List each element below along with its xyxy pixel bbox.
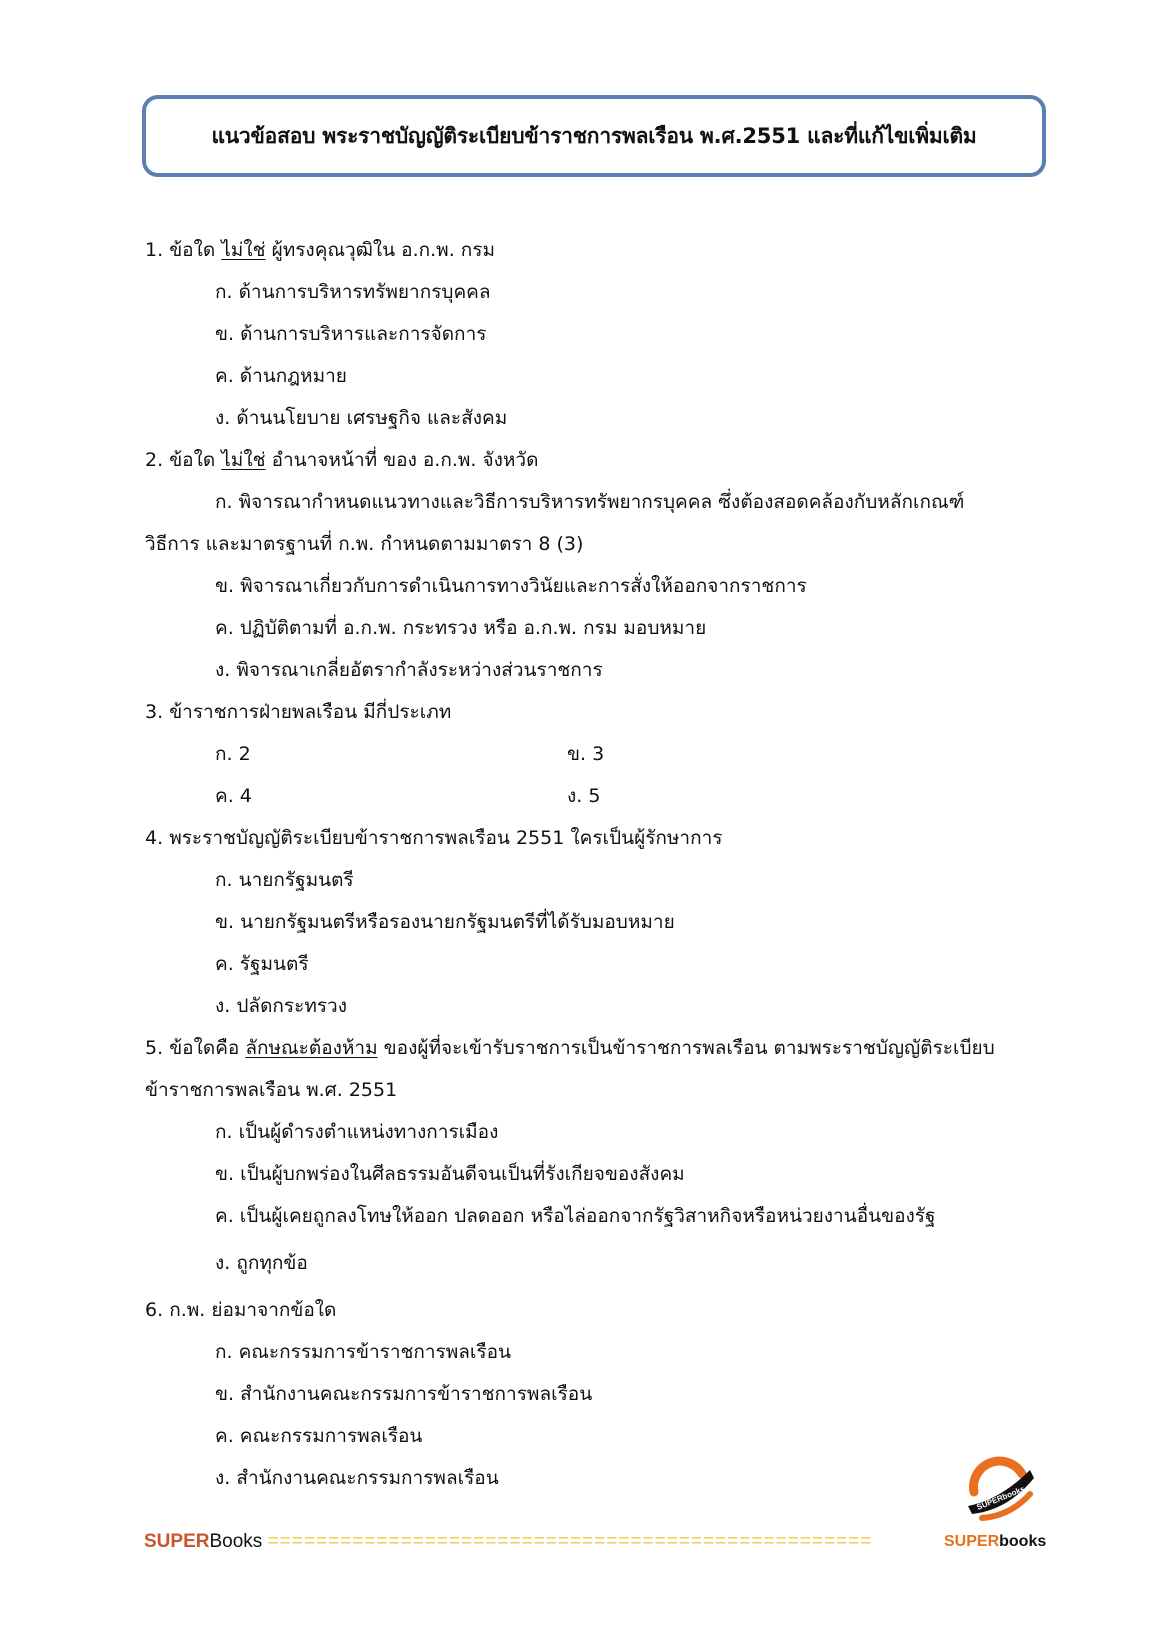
option-4-a[interactable]	[215, 867, 354, 893]
option-label: ข.	[215, 911, 235, 933]
option-label: ก.	[215, 491, 233, 513]
option-4-c[interactable]	[215, 951, 309, 977]
option-text: พิจารณากำหนดแนวทางและวิธีการบริหารทรัพยากรบุคคล ซึ่งต้องสอดคล้องกับหลักเกณฑ์	[238, 491, 965, 513]
option-label: ค.	[215, 953, 234, 975]
option-6-a[interactable]	[215, 1339, 511, 1365]
option-2-a[interactable]	[215, 489, 964, 515]
option-label: ค.	[215, 617, 234, 639]
superbooks-logo-icon	[960, 1448, 1040, 1528]
question-number: 4.	[145, 827, 164, 849]
option-label: ค.	[215, 1425, 234, 1447]
option-text: เป็นผู้เคยถูกลงโทษให้ออก ปลดออก หรือไล่ออกจากรัฐวิสาหกิจหรือหน่วยงานอื่นของรัฐ	[239, 1205, 936, 1227]
option-5-b[interactable]	[215, 1161, 685, 1187]
option-text: สำนักงานคณะกรรมการพลเรือน	[236, 1467, 499, 1489]
title-box	[142, 95, 1046, 177]
option-text: ด้านการบริหารและการจัดการ	[240, 323, 487, 345]
option-text: นายกรัฐมนตรีหรือรองนายกรัฐมนตรีที่ได้รับมอบหมาย	[240, 911, 675, 933]
question-6	[145, 1297, 336, 1323]
option-label: ง.	[215, 407, 231, 429]
option-label: ก.	[215, 1341, 233, 1363]
question-3	[145, 699, 451, 725]
option-text: พิจารณาเกลี่ยอัตรากำลังระหว่างส่วนราชการ	[236, 659, 603, 681]
option-text: ปฏิบัติตามที่ อ.ก.พ. กระทรวง หรือ อ.ก.พ. กรม มอบหมาย	[239, 617, 707, 639]
option-label: ง.	[567, 785, 583, 807]
option-2-a-continuation: วิธีการ และมาตรฐานที่ ก.พ. กำหนดตามมาตรา 8 (3)	[145, 533, 584, 555]
question-1	[145, 237, 495, 263]
option-4-d[interactable]	[215, 993, 347, 1019]
option-3-a[interactable]	[215, 741, 251, 767]
question-4	[145, 825, 722, 851]
option-3-b[interactable]	[567, 741, 604, 767]
question-number: 3.	[145, 701, 164, 723]
option-label: ก.	[215, 281, 233, 303]
question-text: ก.พ. ย่อมาจากข้อใด	[169, 1299, 337, 1321]
option-text: คณะกรรมการพลเรือน	[239, 1425, 423, 1447]
question-5-continuation: ข้าราชการพลเรือน พ.ศ. 2551	[145, 1079, 398, 1101]
option-6-d[interactable]	[215, 1465, 499, 1491]
option-text: ถูกทุกข้อ	[236, 1252, 308, 1274]
option-text: คณะกรรมการข้าราชการพลเรือน	[238, 1341, 512, 1363]
option-3-c[interactable]	[215, 783, 252, 809]
option-5-c[interactable]	[215, 1203, 935, 1229]
option-text: ด้านกฎหมาย	[239, 365, 347, 387]
option-label: ค.	[215, 1205, 234, 1227]
option-6-b[interactable]	[215, 1381, 592, 1407]
option-text: 4	[239, 785, 252, 807]
footer-logo-text	[944, 1530, 1046, 1554]
option-6-c[interactable]	[215, 1423, 422, 1449]
option-text: 5	[588, 785, 601, 807]
option-2-d[interactable]	[215, 657, 603, 683]
brand-books: Books	[209, 1531, 263, 1552]
logo-books: books	[999, 1533, 1047, 1550]
option-3-d[interactable]	[567, 783, 600, 809]
option-1-a[interactable]	[215, 279, 491, 305]
option-text: รัฐมนตรี	[239, 953, 309, 975]
question-number: 1.	[145, 239, 164, 261]
option-2-b[interactable]	[215, 573, 807, 599]
question-text: ข้าราชการฝ่ายพลเรือน มีกี่ประเภท	[169, 701, 452, 723]
option-label: ข.	[567, 743, 587, 765]
option-text: 3	[592, 743, 605, 765]
option-label: ค.	[215, 785, 234, 807]
option-4-b[interactable]	[215, 909, 675, 935]
option-label: ง.	[215, 659, 231, 681]
option-label: ข.	[215, 575, 235, 597]
question-text: พระราชบัญญัติระเบียบข้าราชการพลเรือน 2551 ใครเป็นผู้รักษาการ	[169, 827, 723, 849]
option-label: ง.	[215, 1252, 231, 1274]
option-text: ด้านนโยบาย เศรษฐกิจ และสังคม	[236, 407, 508, 429]
question-emphasis: ไม่ใช่	[221, 449, 266, 471]
option-label: ข.	[215, 1383, 235, 1405]
option-1-c[interactable]	[215, 363, 347, 389]
question-prefix: ข้อใด	[169, 239, 216, 261]
option-5-d[interactable]	[215, 1250, 308, 1276]
question-number: 6.	[145, 1299, 164, 1321]
question-emphasis: ลักษณะต้องห้าม	[245, 1037, 378, 1059]
question-number: 2.	[145, 449, 164, 471]
option-label: ก.	[215, 869, 233, 891]
option-1-b[interactable]	[215, 321, 486, 347]
option-label: ง.	[215, 1467, 231, 1489]
option-label: ค.	[215, 365, 234, 387]
option-label: ก.	[215, 743, 233, 765]
option-5-a[interactable]	[215, 1119, 498, 1145]
brand-super: SUPER	[144, 1531, 210, 1552]
footer-divider: ==================================================	[267, 1531, 873, 1552]
option-label: ข.	[215, 323, 235, 345]
question-suffix: อำนาจหน้าที่ ของ อ.ก.พ. จังหวัด	[271, 449, 539, 471]
question-prefix: ข้อใด	[169, 449, 216, 471]
page-title: แนวข้อสอบ พระราชบัญญัติระเบียบข้าราชการพลเรือน พ.ศ.2551 และที่แก้ไขเพิ่มเติม	[211, 123, 977, 148]
option-text: พิจารณาเกี่ยวกับการดำเนินการทางวินัยและการสั่งให้ออกจากราชการ	[240, 575, 807, 597]
footer-brand	[144, 1528, 872, 1556]
footer	[144, 1528, 1064, 1558]
option-text: เป็นผู้ดำรงตำแหน่งทางการเมือง	[238, 1121, 499, 1143]
option-label: ง.	[215, 995, 231, 1017]
question-suffix: ของผู้ที่จะเข้ารับราชการเป็นข้าราชการพลเรือน ตามพระราชบัญญัติระเบียบ	[383, 1037, 995, 1059]
option-label: ก.	[215, 1121, 233, 1143]
logo-super: SUPER	[944, 1533, 1000, 1550]
question-5	[145, 1035, 995, 1061]
question-prefix: ข้อใดคือ	[169, 1037, 240, 1059]
option-text: ปลัดกระทรวง	[236, 995, 348, 1017]
logo-mark-text: SUPERbooks	[975, 1484, 1027, 1512]
option-text: ด้านการบริหารทรัพยากรบุคคล	[238, 281, 491, 303]
question-number: 5.	[145, 1037, 164, 1059]
option-label: ข.	[215, 1163, 235, 1185]
option-text: 2	[238, 743, 251, 765]
question-suffix: ผู้ทรงคุณวุฒิใน อ.ก.พ. กรม	[271, 239, 496, 261]
option-text: นายกรัฐมนตรี	[238, 869, 354, 891]
option-text: สำนักงานคณะกรรมการข้าราชการพลเรือน	[240, 1383, 593, 1405]
question-2	[145, 447, 538, 473]
option-1-d[interactable]	[215, 405, 507, 431]
option-text: เป็นผู้บกพร่องในศีลธรรมอันดีจนเป็นที่รังเกียจของสังคม	[240, 1163, 685, 1185]
option-2-c[interactable]	[215, 615, 706, 641]
question-emphasis: ไม่ใช่	[221, 239, 266, 261]
